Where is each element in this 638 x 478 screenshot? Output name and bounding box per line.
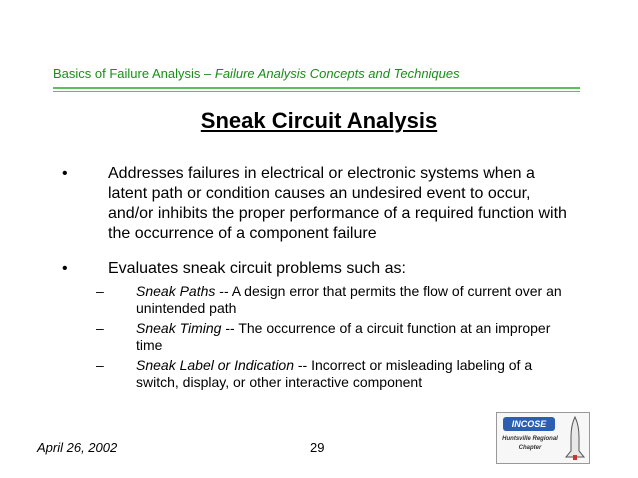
- sub-item-marker-3: –: [96, 357, 104, 373]
- bullet-marker-2: •: [62, 260, 68, 277]
- sub-item-term: Sneak Label or Indication: [136, 357, 294, 373]
- logo-incose-text: INCOSE: [503, 417, 555, 431]
- logo-chapter-text: Huntsville Regional Chapter: [502, 436, 558, 451]
- page-number: 29: [310, 440, 325, 455]
- header-subtitle: Failure Analysis Concepts and Techniques: [214, 66, 460, 81]
- bullet-text-2: Evaluates sneak circuit problems such as:: [108, 260, 406, 277]
- footer-date: April 26, 2002: [37, 440, 118, 455]
- header-main: Basics of Failure Analysis: [53, 66, 201, 81]
- slide-title: Sneak Circuit Analysis: [200, 108, 438, 133]
- incose-logo: [496, 412, 590, 464]
- sub-item-term: Sneak Paths: [136, 283, 216, 299]
- sub-item-desc: -- A design error that permits the flow of current over an unintended path: [136, 283, 562, 316]
- header-separator: –: [204, 66, 212, 81]
- header-rule-top: [53, 87, 580, 89]
- space-shuttle-icon: [563, 415, 587, 461]
- sub-item-marker-2: –: [96, 320, 104, 336]
- header-rule-bottom: [53, 91, 580, 92]
- bullet-marker-1: •: [62, 165, 68, 182]
- sub-item-term: Sneak Timing: [136, 320, 222, 336]
- sub-item-1: [136, 283, 576, 317]
- sub-item-2: [136, 320, 576, 354]
- sub-item-marker-1: –: [96, 283, 104, 299]
- sub-item-desc: -- Incorrect or misleading labeling of a switch, display, or other interactive component: [136, 357, 533, 390]
- bullet-text-1: Addresses failures in electrical or electronic systems when a latent path or condition causes an undesired event to occur, and/or inhibits the proper performance of a required function with the occurrence of a component failure: [108, 165, 567, 242]
- sub-item-3: [136, 357, 576, 391]
- sub-item-desc: -- The occurrence of a circuit function at an improper time: [136, 320, 551, 353]
- slide-header: [53, 66, 583, 81]
